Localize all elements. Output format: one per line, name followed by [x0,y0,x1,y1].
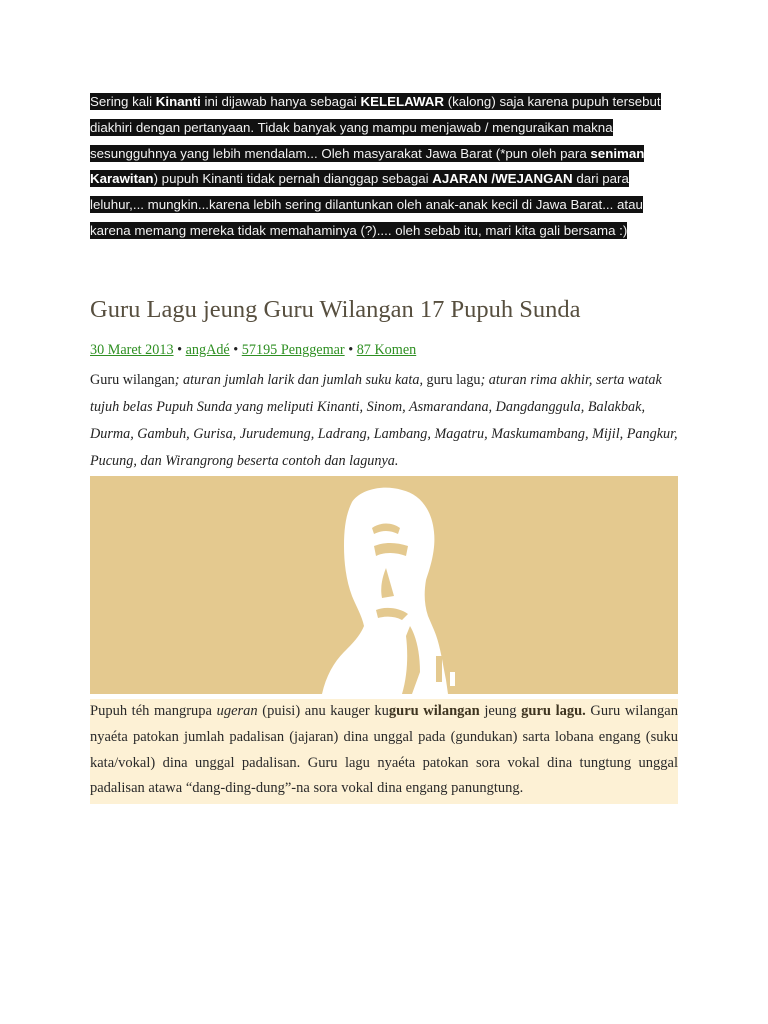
para-text-b: (puisi) anu kauger ku [257,703,389,719]
intro-highlight [90,93,661,239]
para-text-a: Pupuh téh mangrupa [90,703,217,719]
article-date-link[interactable]: 30 Maret 2013 [90,342,174,358]
meta-separator: • [344,342,357,358]
portrait-banner-image [90,476,678,694]
article-comments-link[interactable]: 87 Komen [356,342,417,358]
intro-kinanti: Kinanti [155,94,201,109]
intro-highlighted-text [90,89,680,244]
meta-separator: • [229,342,242,358]
summary-def-2: ; aturan rima akhir, serta watak tujuh belas Pupuh Sunda yang meliputi Kinanti, Sinom, Asmarandana, Dangdanggula, Balakbak, Durma, Gambuh, Gurisa, Jurudemung, Ladrang, Lambang, Magatru, Maskumambang, Mijil, Pangkur, Pucung, dan Wirangrong beserta contoh dan lagunya. [90,372,678,469]
para-text-d: Guru wilangan nyaéta patokan jumlah padalisan (jajaran) dina unggal pada (gundukan) sarta lobana engang (suku kata/vokal) dina unggal padalisan. Guru lagu nyaéta patokan sora vokal dina tungtung unggal padalisan atawa “dang-ding-dung”-na sora vokal dina engang panungtung. [90,703,678,797]
intro-text-1: Sering kali [90,94,156,109]
meta-separator: • [173,342,186,358]
intro-seniman: seniman Karawitan [90,145,645,187]
para-guru-wilangan: guru wilangan [388,703,480,719]
summary-def-1: ; aturan jumlah larik dan jumlah suku kata, [174,372,423,388]
intro-slash: / [487,171,496,187]
article-fans-link[interactable]: 57195 Penggemar [241,342,345,358]
article-title: Guru Lagu jeung Guru Wilangan 17 Pupuh Sunda [90,296,581,323]
article-author-link[interactable]: angAdé [185,342,230,358]
article-summary [90,367,690,475]
intro-text-2: ini dijawab hanya sebagai [200,94,361,109]
summary-term-guru-lagu: guru lagu [423,372,481,388]
intro-wejangan: WEJANGAN [495,171,573,187]
portrait-silhouette-icon [90,476,678,694]
intro-kelelawar: KELELAWAR [360,94,445,109]
para-guru-lagu: guru lagu. [521,703,586,719]
para-ugeran: ugeran [216,703,258,719]
intro-text-3: (kalong) saja karena pupuh tersebut diakhiri dengan pertanyaan. Tidak banyak yang mampu menjawab / menguraikan makna sesungguhnya yang lebih mendalam... Oleh masyarakat Jawa Barat (*pun oleh para [90,94,661,161]
intro-ajaran: AJARAN [432,171,488,187]
intro-text-4: ) pupuh Kinanti tidak pernah dianggap sebagai [153,171,433,187]
summary-term-guru-wilangan: Guru wilangan [90,372,175,388]
pupuh-definition-paragraph [90,699,678,804]
article-meta [90,342,690,359]
para-text-c: jeung [479,703,522,719]
intro-text-5: dari para leluhur,... mungkin...karena lebih sering dilantunkan oleh anak-anak kecil di Jawa Barat... atau karena memang mereka tidak memahaminya (?).... oleh sebab itu, mari kita gali bersama :) [90,171,643,238]
